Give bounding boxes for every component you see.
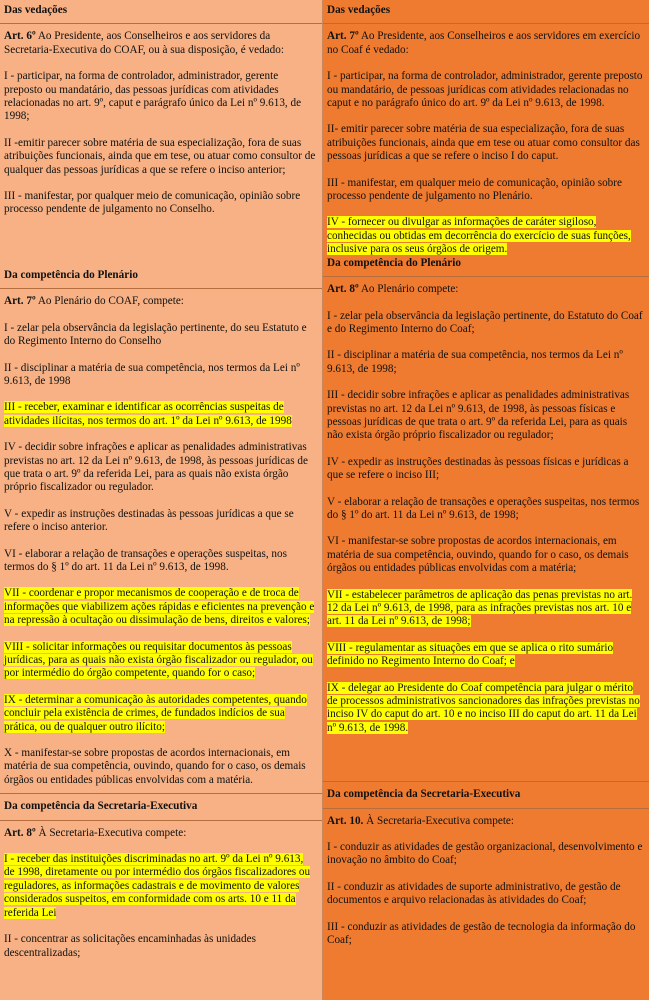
left-column (0, 0, 323, 1000)
article-7-item-i-new: I - participar, na forma de controlador, administrador, gerente preposto ou mandatário, de pessoas jurídicas com atividades relacionadas no caput e no parágrafo único do art. 9º da Lei nº 9.613, de 1998. (327, 70, 643, 110)
article-7-caput (4, 295, 316, 308)
article-8-item-ii-new: II - disciplinar a matéria de sua competência, nos termos da Lei nº 9.613, de 1998; (327, 349, 623, 375)
row-divider (0, 288, 322, 289)
article-7-item-v: V - expedir as instruções destinadas às pessoas jurídicas a que se refere o inciso anterior. (4, 507, 294, 534)
article-8-caput-new (327, 283, 643, 296)
section-title-vedacoes-right: Das vedações (327, 4, 391, 16)
article-10-item-ii-new: II - conduzir as atividades de suporte administrativo, de gestão de documentos e arquivo relacionadas às atividades do Coaf; (327, 880, 621, 907)
article-6-caput (4, 30, 316, 57)
highlighted-text: VII - estabelecer parâmetros de aplicação das penas previstas no art. 12 da Lei nº 9.613, de 1998, para as infrações previstas nos art. 10 e art. 11 da Lei nº 9.613, de 1998; (327, 588, 633, 628)
article-8-item-iii-new: III - decidir sobre infrações e aplicar as penalidades administrativas previstas no art. 12 da Lei nº 9.613, de 1998, às pessoas físicas e pessoas jurídicas de que trata o art. 9º da referida Lei, para as quais não exista órgão próprio fiscalizador ou regulador; (327, 389, 630, 442)
article-8-item-iv-new: IV - expedir as instruções destinadas às pessoas físicas e jurídicas a que se refere o inciso III; (327, 455, 629, 482)
article-8-item-vi-new: VI - manifestar-se sobre propostas de acordos internacionais, em matéria de sua competência, ouvindo, quando for o caso, os demais órgãos ou entidades públicas envolvidas com a matéria; (327, 535, 629, 575)
highlighted-text: III - receber, examinar e identificar as ocorrências suspeitas de atividades ilícitas, nos termos do art. 1º da Lei nº 9.613, de 1998 (4, 401, 292, 427)
article-8-item-viii-new (327, 642, 643, 669)
row-divider (323, 23, 649, 24)
article-10-number-new: Art. 10. (327, 814, 364, 827)
article-10-caput-new (327, 815, 643, 828)
highlighted-text: IX - determinar a comunicação às autoridades competentes, quando concluir pela existência de crimes, de fundados indícios de sua prática, ou de qualquer outro ilícito; (4, 693, 307, 733)
row-divider (323, 276, 649, 277)
section-title-plenario-right: Da competência do Plenário (327, 256, 461, 269)
row-divider (0, 820, 322, 821)
article-8-number: Art. 8º (4, 826, 36, 839)
article-6-number: Art. 6º (4, 30, 36, 43)
article-7-item-viii (4, 641, 316, 681)
article-7-item-ix (4, 694, 316, 734)
article-6-item-i: I - participar, na forma de controlador, administrador, gerente preposto ou mandatário, das pessoas jurídicas com atividades relacionadas no art. 9º, caput e parágrafo único da Lei nº 9.613, de 1998; (4, 70, 302, 123)
article-7-item-x: X - manifestar-se sobre propostas de acordos internacionais, em matéria de sua competência, ouvindo, quando for o caso, os demais órgãos ou entidades públicas envolvidas com a matéria. (4, 747, 306, 786)
article-7-item-iv-new (327, 216, 643, 256)
article-7-item-vi: VI - elaborar a relação de transações e operações suspeitas, nos termos do § 1º do art. 11 da Lei nº 9.613, de 1998. (4, 547, 287, 573)
article-7-item-iv: IV - decidir sobre infrações e aplicar as penalidades administrativas previstas no art. 12 da Lei nº 9.613, de 1998, às pessoas jurídicas de que trata o art. 9º da referida Lei, para as quais não exista órgão próprio fiscalizador ou regulador. (4, 441, 308, 494)
row-divider (0, 793, 322, 794)
article-10-item-i-new: I - conduzir as atividades de gestão organizacional, desenvolvimento e inovação no âmbito do Coaf; (327, 841, 643, 867)
highlighted-text: VIII - regulamentar as situações em que se aplica o rito sumário definido no Regimento Interno do Coaf; e (327, 641, 614, 668)
article-8-item-i-new: I - zelar pela observância da legislação pertinente, do Estatuto do Coaf e do Regimento Interno do Coaf; (327, 309, 643, 335)
article-7-number-new: Art. 7º (327, 30, 359, 43)
highlighted-text: VII - coordenar e propor mecanismos de cooperação e de troca de informações que viabilizem ações rápidas e eficientes na prevenção e na repressão à ocultação ou dissimulação de bens, direitos e valores; (4, 587, 315, 627)
article-7-item-ii-new: II- emitir parecer sobre matéria de sua especialização, fora de suas atribuições funcionais, ainda que em tese ou atuar como consultor das pessoas jurídicas a que se refere o inciso I do caput. (327, 123, 640, 163)
row-divider (323, 808, 649, 809)
article-7-caput-new (327, 30, 643, 57)
right-column (323, 0, 649, 1000)
article-8-item-i (4, 853, 316, 920)
article-10-item-iii-new: III - conduzir as atividades de gestão de tecnologia da informação do Coaf; (327, 920, 636, 947)
article-7-item-iii (4, 401, 316, 428)
article-6-item-ii: II -emitir parecer sobre matéria de sua especialização, fora de suas atribuições funcionais, ainda que em tese, ou atuar como consultor de qualquer das pessoas jurídicas a que se refere o inciso anterior; (4, 136, 316, 176)
article-8-text: À Secretaria-Executiva compete: (35, 826, 187, 839)
highlighted-text: I - receber das instituições discriminadas no art. 9º da Lei nº 9.613, de 1998, diretamente ou por intermédio dos órgãos fiscalizadores ou reguladores, as informações cadastrais e de movimento de valores considerados suspeitos, em conformidade com os arts. 10 e 11 da referida Lei (4, 853, 311, 919)
highlighted-text: VIII - solicitar informações ou requisitar documentos às pessoas jurídicas, para as quais não exista órgão fiscalizador ou regulador, ou por intermédio do órgão competente, quando for o caso; (4, 640, 313, 680)
highlighted-text: IX - delegar ao Presidente do Coaf competência para julgar o mérito de processos administrativos sancionadores das infrações previstas no inciso IV do caput do art. 10 e no inciso III do caput do art. 11 da Lei nº 9.613, de 1998. (327, 681, 640, 734)
section-title-secretaria-right: Da competência da Secretaria-Executiva (327, 788, 521, 801)
article-8-item-ii: II - concentrar as solicitações encaminhadas às unidades descentralizadas; (4, 933, 256, 959)
article-7-text: Ao Plenário do COAF, compete: (35, 295, 184, 308)
section-title-vedacoes-left: Das vedações (4, 4, 68, 16)
row-divider (323, 781, 649, 782)
article-6-text: Ao Presidente, aos Conselheiros e aos servidores da Secretaria-Executiva do COAF, ou à sua disposição, é vedado: (4, 30, 284, 56)
article-8-item-vii-new (327, 589, 643, 629)
article-7-item-ii: II - disciplinar a matéria de sua competência, nos termos da Lei nº 9.613, de 1998 (4, 361, 300, 387)
row-divider (0, 23, 322, 24)
article-10-text-new: À Secretaria-Executiva compete: (363, 814, 515, 827)
article-8-caput (4, 827, 316, 840)
article-7-item-i: I - zelar pela observância da legislação pertinente, do seu Estatuto e do Regimento Interno do Conselho (4, 321, 307, 348)
article-8-item-ix-new (327, 682, 643, 736)
article-6-item-iii: III - manifestar, por qualquer meio de comunicação, opinião sobre processo pendente de julgamento no Conselho. (4, 190, 301, 216)
article-7-text-new: Ao Presidente, aos Conselheiros e aos servidores em exercício no Coaf é vedado: (327, 30, 641, 56)
section-title-secretaria-left: Da competência da Secretaria-Executiva (4, 800, 198, 813)
article-7-item-iii-new: III - manifestar, em qualquer meio de comunicação, opinião sobre processo pendente de julgamento no Plenário. (327, 176, 622, 203)
highlighted-text: IV - fornecer ou divulgar as informações de caráter sigiloso, conhecidas ou obtidas em decorrência do exercício de suas funções, inclusive para os seus órgãos de origem. (327, 216, 631, 256)
article-7-item-vii (4, 587, 316, 627)
article-8-text-new: Ao Plenário compete: (358, 283, 459, 296)
article-8-item-v-new: V - elaborar a relação de transações e operações suspeitas, nos termos do § 1º do art. 11 da Lei nº 9.613, de 1998; (327, 495, 640, 521)
article-7-number: Art. 7º (4, 295, 36, 308)
article-8-number-new: Art. 8º (327, 283, 359, 296)
section-title-plenario-left: Da competência do Plenário (4, 268, 138, 281)
